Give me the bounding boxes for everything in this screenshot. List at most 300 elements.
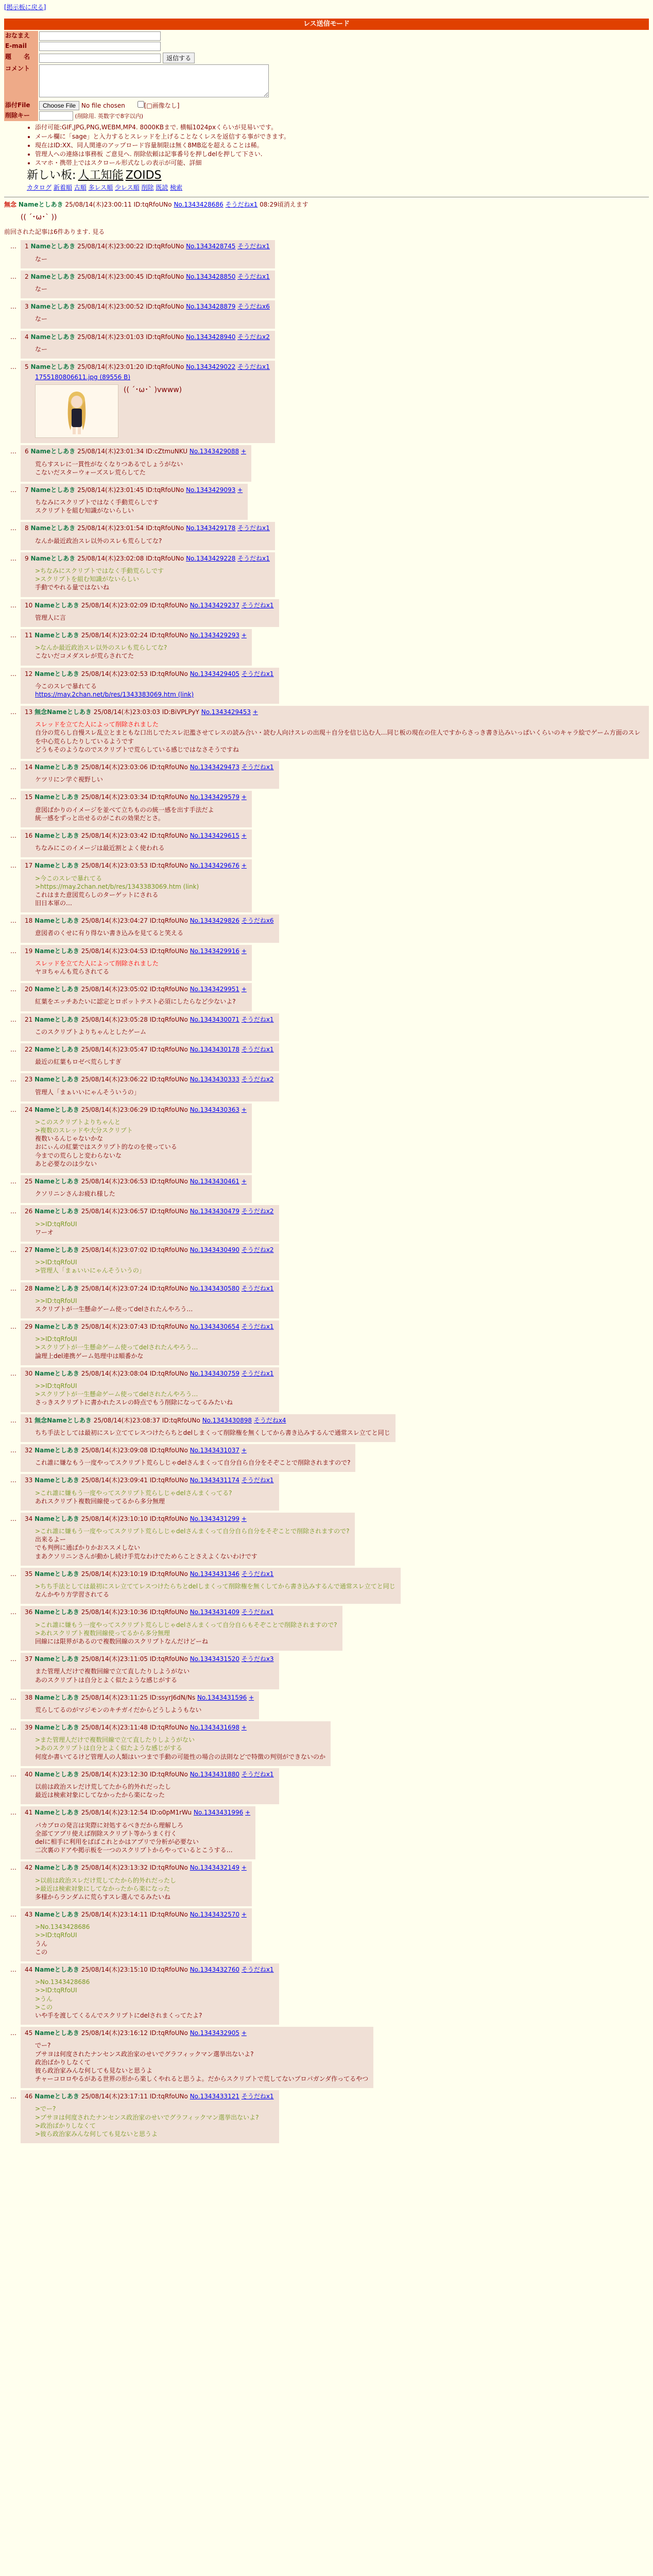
body-line: どうもそのようなのでスクリプトで荒らしている感じではなさそうですね <box>35 745 239 753</box>
reply-sodane[interactable]: + <box>241 793 247 801</box>
reply-sodane[interactable]: そうだねx2 <box>241 1246 274 1253</box>
reply-sodane[interactable]: + <box>241 986 247 993</box>
reply-body <box>35 1028 274 1036</box>
reply-marker: … <box>10 764 16 771</box>
reply-date: 25/08/14(木)23:12:54 <box>81 1809 148 1817</box>
reply-date: 25/08/14(木)23:09:08 <box>81 1446 148 1454</box>
reply-name: Nameとしあき <box>35 1045 79 1053</box>
reply-marker: … <box>10 1570 16 1578</box>
reply-index: 31 <box>25 1416 33 1424</box>
reply-date: 25/08/14(木)23:10:19 <box>81 1570 148 1578</box>
reply-sodane[interactable]: + <box>241 1446 247 1454</box>
reply-sodane[interactable]: そうだねx1 <box>241 1966 274 1974</box>
reply-number[interactable]: No.1343432570 <box>190 1911 239 1919</box>
reply-number[interactable]: No.1343430363 <box>190 1106 239 1113</box>
reply-number[interactable]: No.1343428940 <box>186 333 236 341</box>
reply-number[interactable]: No.1343431037 <box>190 1446 239 1454</box>
reply-post <box>10 484 248 520</box>
body-line: 紅葉をエッチあたいに認定とロボットテスト必須にしたらなど少ないよ? <box>35 998 236 1006</box>
quote-line: >スクリプトが一生懸命ゲーム使ってdelされたんやろう… <box>35 1344 198 1351</box>
reply-post <box>10 1606 342 1651</box>
reply-number[interactable]: No.1343429178 <box>186 524 236 532</box>
reply-date: 25/08/14(木)23:11:48 <box>81 1724 148 1732</box>
reply-sodane[interactable]: + <box>252 708 258 716</box>
reply-number[interactable]: No.1343432760 <box>190 1966 239 1974</box>
reply-header <box>25 1015 274 1024</box>
sort-many-link[interactable]: 多レス順 <box>88 184 113 191</box>
reply-index: 39 <box>25 1724 33 1732</box>
reply-post <box>10 914 279 942</box>
reply-header <box>25 763 274 771</box>
op-header <box>4 200 649 209</box>
reply-number[interactable]: No.1343429022 <box>186 363 236 370</box>
body-line[interactable]: https://may.2chan.net/b/res/1343383069.htm (link) <box>35 690 194 698</box>
reply-id: ID:tqRfoUNo <box>149 793 188 801</box>
reply-list <box>4 240 649 2143</box>
email-input[interactable] <box>39 42 161 51</box>
reply-marker: … <box>10 1911 16 1919</box>
reply-number[interactable]: No.1343429579 <box>190 793 239 801</box>
reply-marker: … <box>10 1106 16 1113</box>
reply-header <box>25 917 274 925</box>
reply-marker: … <box>10 1208 16 1215</box>
reply-number[interactable]: No.1343428879 <box>186 303 236 311</box>
reply-id: ID:tqRfoUNo <box>149 601 188 609</box>
reply-post <box>10 1282 279 1319</box>
body-line: なー <box>35 285 48 293</box>
reply-date: 25/08/14(木)23:05:28 <box>81 1015 148 1023</box>
reply-id: ID:tqRfoUNo <box>149 1446 188 1454</box>
quote-line: >>ID:tqRfoUI <box>35 1220 77 1228</box>
reply-name: Nameとしあき <box>35 2029 79 2037</box>
catalog-links <box>27 183 649 192</box>
reply-sodane[interactable]: そうだねx1 <box>241 670 274 677</box>
reply-sodane[interactable]: + <box>249 1693 254 1701</box>
op-number[interactable]: No.1343428686 <box>174 201 224 209</box>
reply-number[interactable]: No.1343430898 <box>202 1416 252 1424</box>
reply-body <box>35 1489 274 1505</box>
reply-number[interactable]: No.1343429615 <box>190 832 239 839</box>
reply-body <box>35 1582 396 1599</box>
reply-post <box>10 1963 279 2025</box>
reply-body <box>35 460 246 477</box>
quote-line: >なんか最近政治スレ以外のスレも荒らしてな? <box>35 644 167 652</box>
body-line: あのスクリプトは自分とよく似たような感じがする <box>35 1676 178 1684</box>
reply-date: 25/08/14(木)23:04:27 <box>81 917 148 925</box>
name-label: おなまえ <box>4 31 38 42</box>
text-only-label: [□画像なし] <box>144 102 180 110</box>
reply-number[interactable]: No.1343429088 <box>189 448 239 455</box>
reply-sodane[interactable]: そうだねx3 <box>241 1655 274 1663</box>
reply-id: ID:tqRfoUNo <box>149 1106 188 1113</box>
reply-number[interactable]: No.1343431596 <box>197 1693 247 1701</box>
back-to-board-link[interactable]: [掲示板に戻る] <box>4 4 46 11</box>
reply-number[interactable]: No.1343429951 <box>190 986 239 993</box>
reply-body <box>35 844 247 852</box>
quote-line: >スクリプトを組む知識がないらしい <box>35 575 140 583</box>
reply-date: 25/08/14(木)23:11:05 <box>81 1655 148 1663</box>
reply-number[interactable]: No.1343429826 <box>190 917 239 925</box>
sort-old-link[interactable]: 古順 <box>74 184 87 191</box>
reply-id: ID:tqRfoUNo <box>149 1045 188 1053</box>
reply-header <box>25 1323 274 1331</box>
search-link[interactable]: 検索 <box>170 184 183 191</box>
reply-sodane[interactable]: そうだねx6 <box>241 917 274 925</box>
reply-sodane[interactable]: そうだねx1 <box>241 1015 274 1023</box>
reply-header <box>25 1770 274 1778</box>
catalog-link[interactable]: カタログ <box>27 184 52 191</box>
text-only-checkbox[interactable] <box>138 101 144 108</box>
reply-index: 20 <box>25 986 33 993</box>
reply-body <box>35 806 247 822</box>
comment-label: コメント <box>4 64 38 101</box>
reply-date: 25/08/14(木)23:10:36 <box>81 1608 148 1616</box>
reply-body <box>35 1923 247 1956</box>
reply-sodane[interactable]: そうだねx1 <box>241 1608 274 1616</box>
no-file-text: No file chosen <box>81 102 125 110</box>
reply-number[interactable]: No.1343429473 <box>190 764 239 771</box>
reply-date: 25/08/14(木)23:04:53 <box>81 947 148 955</box>
reply-number[interactable]: No.1343433121 <box>190 2093 239 2100</box>
sort-new-link[interactable]: 新着順 <box>53 184 72 191</box>
reply-date: 25/08/14(木)23:03:42 <box>81 832 148 839</box>
board-link-ai[interactable]: 人工知能 <box>78 169 124 182</box>
body-line: また管理人だけで複数回線で立て直したりしようがない <box>35 1668 190 1675</box>
read-link[interactable]: 既読 <box>156 184 168 191</box>
reply-sodane[interactable]: + <box>241 1911 247 1919</box>
reply-sodane[interactable]: + <box>241 2029 247 2037</box>
reply-number[interactable]: No.1343430178 <box>190 1045 239 1053</box>
reply-name: Nameとしあき <box>35 631 79 639</box>
reply-name: Nameとしあき <box>30 303 76 311</box>
reply-body <box>35 1088 274 1096</box>
reply-sodane[interactable]: そうだねx1 <box>241 1045 274 1053</box>
reply-header <box>25 333 270 341</box>
reply-id: ID:tqRfoUNo <box>162 1416 200 1424</box>
reply-sodane[interactable]: そうだねx2 <box>241 1076 274 1083</box>
reply-marker: … <box>10 1515 16 1522</box>
body-line: 統一感をずっと出せるのがこれの効果だとさ。 <box>35 814 164 822</box>
reply-id: ID:tqRfoUNo <box>149 1608 188 1616</box>
body-line: ちなみにスクリプトではなく手動荒らしです <box>35 499 159 506</box>
quote-line: >あれスクリプト複数回線使ってるから多分無理 <box>35 1629 170 1637</box>
reply-sodane[interactable]: + <box>241 1724 247 1732</box>
reply-id: ID:tqRfoUNo <box>146 554 184 562</box>
note-item: • メール欄に「sage」と入力するとスレッドを上げることなくレスを返信する事ができます。 <box>35 132 649 141</box>
reply-marker: … <box>10 1693 16 1701</box>
reply-body <box>35 1821 250 1855</box>
reply-index: 4 <box>25 333 29 341</box>
body-line: (( ´･ω･` )vwww) <box>124 386 182 395</box>
reply-date: 25/08/14(木)23:17:11 <box>81 2093 148 2100</box>
quote-line: >>ID:tqRfoUI <box>35 1987 77 1994</box>
reply-marker: … <box>10 2093 16 2100</box>
reply-date: 25/08/14(木)23:13:32 <box>81 1864 148 1872</box>
reply-date: 25/08/14(木)23:02:08 <box>77 554 144 562</box>
reply-sodane[interactable]: そうだねx1 <box>237 524 270 532</box>
note-item: • 現在はID:XX、同人関連のアップロード容量制限は無く8MB迄を超えることは稀。 <box>35 141 649 149</box>
reply-number[interactable]: No.1343432905 <box>190 2029 239 2037</box>
body-line: ブサヨは何度されたナンセンス政治家のせいでグラフィックマン選挙出ないよ? <box>35 2050 254 2058</box>
reply-number[interactable]: No.1343429405 <box>190 670 239 677</box>
body-line: うん <box>35 1940 48 1947</box>
reply-number[interactable]: No.1343432149 <box>190 1864 239 1872</box>
reply-header <box>25 1207 274 1215</box>
reply-marker: … <box>10 708 16 716</box>
reply-name: Nameとしあき <box>35 1076 79 1083</box>
reply-post <box>10 629 252 666</box>
reply-name: Nameとしあき <box>35 1284 79 1292</box>
reply-sodane[interactable]: + <box>237 486 243 494</box>
reply-sodane[interactable]: そうだねx1 <box>237 273 270 280</box>
reply-sodane[interactable]: + <box>241 947 247 955</box>
reply-body <box>35 1706 254 1714</box>
reply-body <box>35 2105 274 2138</box>
reply-index: 18 <box>25 917 33 925</box>
reply-post <box>10 1414 396 1442</box>
reply-id: ID:tqRfoUNo <box>146 273 184 280</box>
reply-id: ID:tqRfoUNo <box>149 631 188 639</box>
reply-header <box>25 1693 254 1702</box>
reply-number[interactable]: No.1343431698 <box>190 1724 239 1732</box>
reply-date: 25/08/14(木)23:09:41 <box>81 1477 148 1484</box>
reply-number[interactable]: No.1343429093 <box>186 486 236 494</box>
reply-body <box>35 1258 274 1275</box>
submit-button[interactable]: 返信する <box>163 53 195 63</box>
reply-header <box>25 1723 325 1732</box>
reply-sodane[interactable]: + <box>241 862 247 870</box>
body-line: スクリプトを組む知識がないらしい <box>35 507 134 515</box>
body-line: なんかやり方学習されてる <box>35 1591 110 1599</box>
note-item: • 添付可能:GIF,JPG,PNG,WEBM,MP4. 8000KBまで. 横幅1024pxくらいが見易いです。 <box>35 123 649 131</box>
reply-post <box>10 1175 252 1203</box>
reply-body <box>35 498 243 515</box>
reply-post <box>10 300 275 328</box>
reply-header <box>25 631 247 639</box>
reply-number[interactable]: No.1343431996 <box>193 1809 244 1817</box>
reply-id: ID:tqRfoUNo <box>149 832 188 839</box>
reply-id: ID:tqRfoUNo <box>149 862 188 870</box>
board-link-zoids[interactable]: ZOIDS <box>125 169 162 182</box>
reply-sodane[interactable]: + <box>241 631 247 639</box>
reply-number[interactable]: No.1343431880 <box>190 1770 239 1778</box>
reply-id: ID:tqRfoUNo <box>149 1178 188 1185</box>
quote-line: >これ誰に嫌もう一度やってスクリプト荒らしじゃdelさんまくって自分自らもそぞことで削除されますので? <box>35 1621 337 1629</box>
reply-sodane[interactable]: そうだねx4 <box>253 1416 286 1424</box>
reply-header <box>25 2092 274 2100</box>
reply-sodane[interactable]: そうだねx2 <box>237 333 270 341</box>
reply-sodane[interactable]: そうだねx1 <box>241 2093 274 2100</box>
reply-id: ID:tqRfoUNo <box>149 1369 188 1377</box>
reply-date: 25/08/14(木)23:05:02 <box>81 986 148 993</box>
name-input[interactable] <box>39 31 161 41</box>
reply-index: 26 <box>25 1208 33 1215</box>
reply-sodane[interactable]: そうだねx1 <box>237 554 270 562</box>
reply-number[interactable]: No.1343430490 <box>190 1246 239 1253</box>
reply-date: 25/08/14(木)23:06:53 <box>81 1178 148 1185</box>
reply-header <box>25 2029 368 2037</box>
reply-sodane[interactable]: そうだねx6 <box>237 303 270 311</box>
back-link-row <box>4 3 649 11</box>
reply-header <box>25 1910 247 1919</box>
reply-number[interactable]: No.1343429237 <box>190 601 239 609</box>
reply-name: Nameとしあき <box>30 273 76 280</box>
reply-name: Nameとしあき <box>35 1515 79 1522</box>
reply-number[interactable]: No.1343429676 <box>190 862 239 870</box>
reply-number[interactable]: No.1343430654 <box>190 1323 239 1331</box>
reply-mode-bar: レス送信モード <box>4 19 649 30</box>
body-line: この <box>35 1948 48 1956</box>
reply-header <box>25 447 246 455</box>
delkey-note: (削除用. 英数字で8字以内) <box>75 113 144 120</box>
body-line: パカブロの発言は実際に対処するべきだから理解しろ <box>35 1821 184 1829</box>
image-thumbnail[interactable] <box>35 384 118 438</box>
op-sodane[interactable]: そうだねx1 <box>225 201 258 209</box>
reply-date: 25/08/14(木)23:14:11 <box>81 1911 148 1919</box>
reply-number[interactable]: No.1343431409 <box>190 1608 239 1616</box>
quote-line: >>ID:tqRfoUI <box>35 1335 77 1343</box>
reply-number[interactable]: No.1343429228 <box>186 554 236 562</box>
reply-post <box>10 445 251 482</box>
reply-post <box>10 1806 255 1859</box>
reply-index: 36 <box>25 1608 33 1616</box>
reply-post <box>10 1244 279 1280</box>
reply-marker: … <box>10 2029 16 2037</box>
reply-index: 14 <box>25 764 33 771</box>
sort-few-link[interactable]: 少レス順 <box>115 184 140 191</box>
reply-number[interactable]: No.1343430759 <box>190 1369 239 1377</box>
reply-name: Nameとしあき <box>35 1966 79 1974</box>
reply-index: 35 <box>25 1570 33 1578</box>
reply-index: 43 <box>25 1911 33 1919</box>
delkey-input[interactable] <box>39 111 73 121</box>
reply-number[interactable]: No.1343430580 <box>190 1284 239 1292</box>
body-line: 最近は検索対象にしてなかったから楽になった <box>35 1791 165 1799</box>
reply-index: 13 <box>25 708 33 716</box>
reply-index: 45 <box>25 2029 33 2037</box>
delete-link[interactable]: 削除 <box>141 184 154 191</box>
reply-header <box>25 1284 274 1293</box>
reply-sodane[interactable]: + <box>241 1178 247 1185</box>
reply-sodane[interactable]: + <box>241 1106 247 1113</box>
body-line: 出来るよー <box>35 1536 66 1544</box>
reply-header <box>25 1476 274 1484</box>
reply-sodane[interactable]: そうだねx1 <box>237 363 270 370</box>
reply-header <box>25 1369 274 1378</box>
reply-number[interactable]: No.1343431520 <box>190 1655 239 1663</box>
reply-id: ID:ssyrJ6dN/Ns <box>149 1693 196 1701</box>
body-line: さっきスクリプトに書かれたスレの時点でもう削除になってるみたいね <box>35 1399 233 1406</box>
reply-sodane[interactable]: そうだねx1 <box>241 1369 274 1377</box>
reply-sodane[interactable]: そうだねx1 <box>241 1323 274 1331</box>
reply-post <box>10 1104 252 1173</box>
reply-sodane[interactable]: そうだねx1 <box>237 243 270 250</box>
body-line: 今までの荒らしと変わらないな <box>35 1151 122 1159</box>
reply-number[interactable]: No.1343429453 <box>201 708 251 716</box>
reply-marker: … <box>10 832 16 839</box>
reply-id: ID:tqRfoUNo <box>149 2093 188 2100</box>
reply-index: 12 <box>25 670 33 677</box>
reply-sodane[interactable]: そうだねx1 <box>241 1770 274 1778</box>
reply-post <box>10 361 275 443</box>
reply-marker: … <box>10 524 16 532</box>
body-line: ケツリにン学ぐ視野しい <box>35 776 103 784</box>
body-line: こないだコメダスレが荒らされてた <box>35 652 134 660</box>
reply-header <box>25 1446 350 1454</box>
reply-sodane[interactable]: そうだねx2 <box>241 1208 274 1215</box>
subject-input[interactable] <box>39 54 161 63</box>
reply-number[interactable]: No.1343429293 <box>190 631 239 639</box>
reply-number[interactable]: No.1343430071 <box>190 1015 239 1023</box>
reply-number[interactable]: No.1343428745 <box>186 243 236 250</box>
reply-number[interactable]: No.1343431174 <box>190 1477 239 1484</box>
reply-number[interactable]: No.1343430333 <box>190 1076 239 1083</box>
reply-id: ID:tqRfoUNo <box>149 670 188 677</box>
comment-textarea[interactable] <box>39 64 269 97</box>
quote-line: >政治ばかりしなくて <box>35 2122 96 2129</box>
reply-name: Nameとしあき <box>35 1323 79 1331</box>
reply-id: ID:tqRfoUNo <box>149 1477 188 1484</box>
quote-line: >彼ら政治家みんな何しても見ないと思うよ <box>35 2130 158 2138</box>
reply-header <box>25 1863 247 1872</box>
reply-date: 25/08/14(木)23:12:30 <box>81 1770 148 1778</box>
reply-body <box>35 1978 274 2020</box>
reply-id: ID:BiVPLPyY <box>162 708 199 716</box>
reply-date: 25/08/14(木)23:02:09 <box>81 601 148 609</box>
reply-number[interactable]: No.1343431299 <box>190 1515 239 1522</box>
reply-sodane[interactable]: そうだねx1 <box>241 764 274 771</box>
reply-post <box>10 331 275 359</box>
reply-id: ID:tqRfoUNo <box>149 917 188 925</box>
reply-body <box>35 1297 274 1313</box>
reply-sodane[interactable]: + <box>245 1809 251 1817</box>
file-link[interactable]: 1755180806611.jpg (89556 B) <box>35 374 131 381</box>
reply-marker: … <box>10 1477 16 1484</box>
reply-sodane[interactable]: そうだねx1 <box>241 601 274 609</box>
reply-number[interactable]: No.1343430479 <box>190 1208 239 1215</box>
reply-header <box>25 1608 337 1616</box>
reply-body <box>35 1118 247 1168</box>
posting-notes <box>27 123 649 167</box>
reply-sodane[interactable]: そうだねx1 <box>241 1570 274 1578</box>
reply-sodane[interactable]: + <box>241 1515 247 1522</box>
quote-line: >No.1343428686 <box>35 1923 90 1931</box>
reply-sodane[interactable]: + <box>240 448 247 455</box>
reply-sodane[interactable]: そうだねx1 <box>241 1284 274 1292</box>
reply-name: 無念Nameとしあき <box>35 708 92 716</box>
reply-index: 28 <box>25 1284 33 1292</box>
quote-line: >あのスクリプトは自分とよく似たような感じがする <box>35 1744 183 1752</box>
reply-marker: … <box>10 1323 16 1331</box>
note-item: • 管理人への連絡は事務板 ご意見へ. 削除依頼は記事番号を押しdelを押して下さい. <box>35 150 649 158</box>
reply-number[interactable]: No.1343429916 <box>190 947 239 955</box>
reply-sodane[interactable]: + <box>241 832 247 839</box>
reply-number[interactable]: No.1343430461 <box>190 1178 239 1185</box>
choose-file-button[interactable]: Choose File <box>39 101 79 110</box>
reply-post <box>10 522 275 550</box>
reply-index: 46 <box>25 2093 33 2100</box>
reply-id: ID:tqRfoUNo <box>149 764 188 771</box>
reply-post <box>10 1653 279 1689</box>
reply-id: ID:tqRfoUNo <box>149 1966 188 1974</box>
reply-sodane[interactable]: + <box>241 1864 247 1872</box>
reply-header <box>25 861 247 870</box>
note-item: • スマホ・携帯上ではスクロール形式なしの表示が可能、詳細 <box>35 159 649 167</box>
reply-date: 25/08/14(木)23:06:57 <box>81 1208 148 1215</box>
reply-number[interactable]: No.1343431346 <box>190 1570 239 1578</box>
reply-number[interactable]: No.1343428850 <box>186 273 236 280</box>
reply-sodane[interactable]: そうだねx1 <box>241 1477 274 1484</box>
